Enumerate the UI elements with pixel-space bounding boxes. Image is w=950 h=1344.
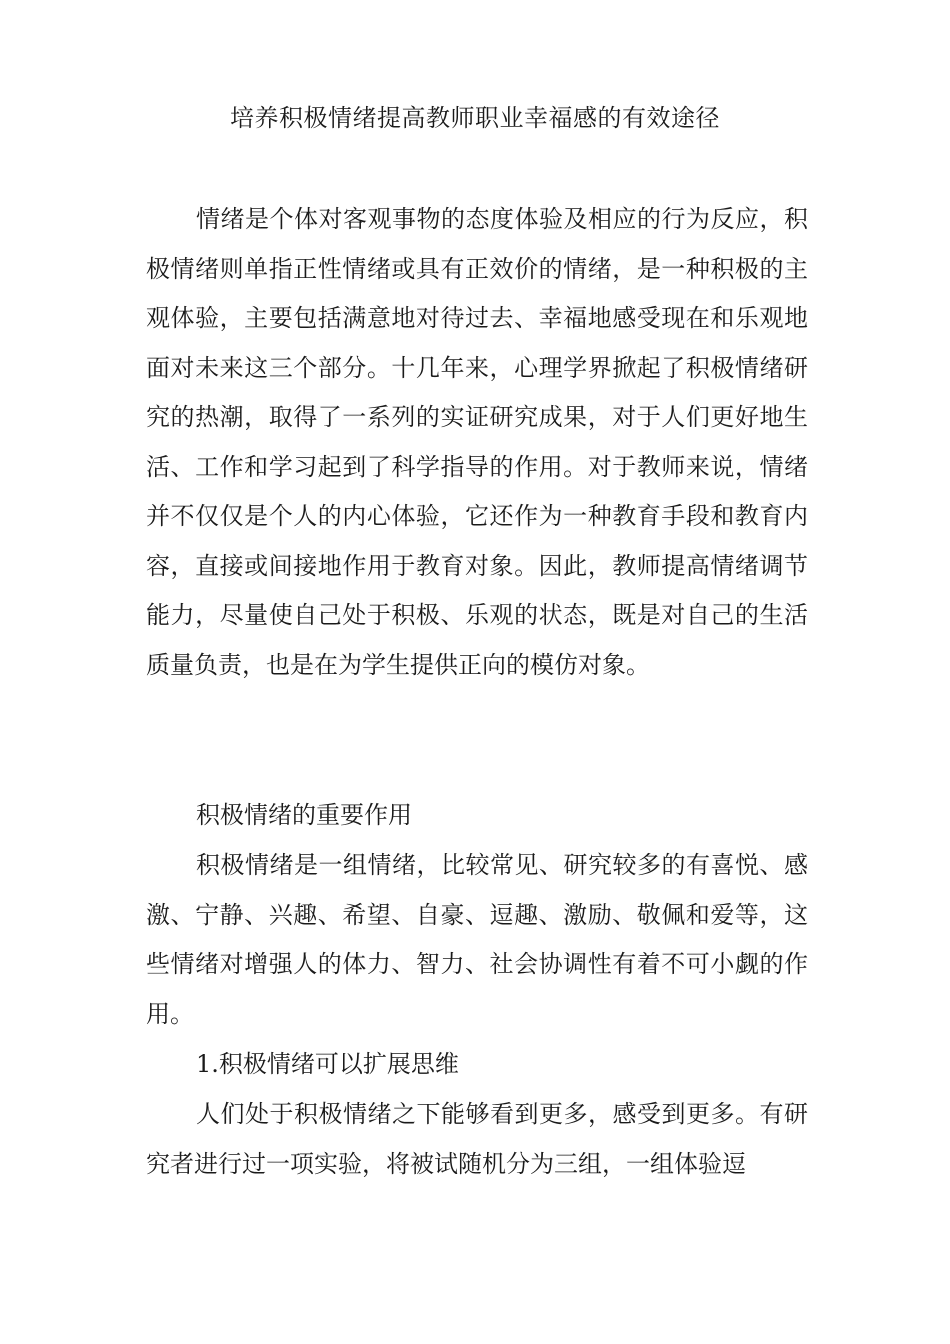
subsection-heading-expand-thinking: 1.积极情绪可以扩展思维 [196,1050,459,1078]
body-paragraph-positive-emotions: 积极情绪是一组情绪，比较常见、研究较多的有喜悦、感激、宁静、兴趣、希望、自豪、逗趣、激励、敬佩和爱等，这些情绪对增强人的体力、智力、社会协调性有着不可小觑的作用。 [146,851,808,1028]
body-paragraph-intro: 情绪是个体对客观事物的态度体验及相应的行为反应，积极情绪则单指正性情绪或具有正效价的情绪，是一种积极的主观体验，主要包括满意地对待过去、幸福地感受现在和乐观地面对未来这三个部分。十几年来，心理学界掀起了积极情绪研究的热潮，取得了一系列的实证研究成果，对于人们更好地生活、工作和学习起到了科学指导的作用。对于教师来说，情绪并不仅仅是个人的内心体验，它还作为一种教育手段和教育内容，直接或间接地作用于教育对象。因此，教师提高情绪调节能力，尽量使自己处于积极、乐观的状态，既是对自己的生活质量负责，也是在为学生提供正向的模仿对象。 [146,205,808,679]
document-title: 培养积极情绪提高教师职业幸福感的有效途径 [230,104,720,132]
section-heading-importance: 积极情绪的重要作用 [196,801,412,829]
body-paragraph-experiment: 人们处于积极情绪之下能够看到更多，感受到更多。有研究者进行过一项实验，将被试随机分为三组，一组体验逗 [146,1100,808,1178]
